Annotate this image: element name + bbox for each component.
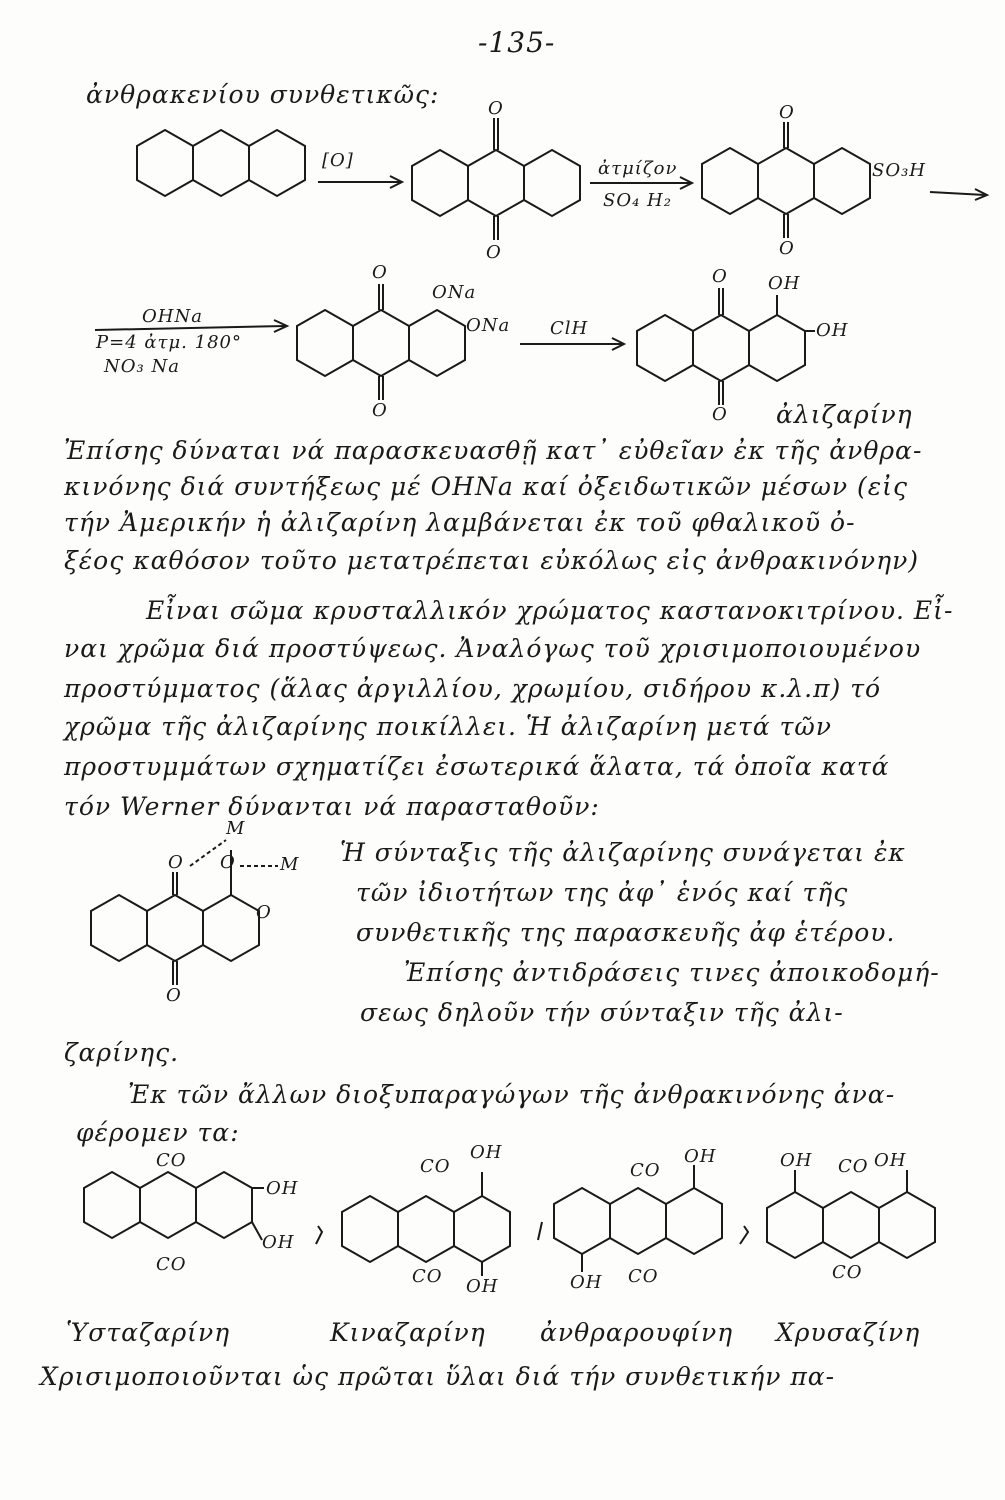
text-line: κινόνης διά συντήξεως μέ OHNa καί ὀξειδωτικῶν μέσων (εἰς [64,472,908,501]
reagent-acid: ClH [550,318,589,339]
text-line: συνθετικῆς της παρασκευῆς ἀφ ἑτέρου. [356,918,896,947]
oh-label: OH [816,320,849,341]
text-line: ξέος καθόσον τοῦτο μετατρέπεται εὐκόλως εἰς ἀνθρακινόνην) [64,546,920,575]
ona-label: ONa [432,282,477,303]
anthraquinone-structure [412,118,580,240]
carbonyl-label: O [712,266,728,287]
oh-label: OH [262,1232,295,1253]
co-label: CO [156,1150,187,1171]
reagent-oxidation: [O] [322,150,354,171]
product-name: ἀλιζαρίνη [776,400,913,429]
oh-label: OH [570,1272,603,1293]
oh-label: OH [266,1178,299,1199]
sulfonic-acid-structure [702,122,870,238]
carbonyl-label: O [372,400,388,421]
text-line: τῶν ἰδιοτήτων της ἀφ᾽ ἑνός καί τῆς [356,878,849,907]
anthracene-structure [137,130,305,196]
carbonyl-label: O [779,102,795,123]
page-number: -135- [478,26,556,59]
co-label: CO [832,1262,863,1283]
co-label: CO [628,1266,659,1287]
oh-label: OH [874,1150,907,1171]
oh-label: OH [780,1150,813,1171]
text-line: προστυμμάτων σχηματίζει ἐσωτερικά ἅλατα, τά ὁποῖα κατά [64,752,890,781]
text-line: ναι χρῶμα διά προστύψεως. Ἀναλόγως τοῦ χρισιμοποιουμένου [64,634,922,663]
anthrarufin-structure [554,1165,722,1272]
reagent-sulfonation-bottom: SO₄ H₂ [603,190,672,211]
intro-line: ἀνθρακενίου συνθετικῶς: [86,80,440,109]
compound-name: Ὑσταζαρίνη [66,1318,231,1347]
co-label: CO [420,1156,451,1177]
text-line: φέρομεν τα: [76,1118,240,1147]
carbonyl-label: O [712,404,728,425]
reagent-fusion-3: NO₃ Na [104,356,180,377]
oh-label: OH [684,1146,717,1167]
metal-label: M [280,854,300,875]
hystazarin-structure [84,1172,264,1240]
carbonyl-label: O [486,242,502,263]
text-line: Χρισιμοποιοῦνται ὡς πρῶται ὕλαι διά τήν συνθετικήν πα- [40,1362,836,1391]
compound-name: ἀνθραρουφίνη [540,1318,734,1347]
carbonyl-label: O [168,852,184,873]
text-line: χρῶμα τῆς ἀλιζαρίνης ποικίλλει. Ἡ ἀλιζαρίνη μετά τῶν [64,712,833,741]
text-line: Ἐκ τῶν ἄλλων διοξυπαραγώγων τῆς ἀνθρακινόνης ἀνα- [128,1080,896,1109]
text-line: τήν Ἀμερικήν ἡ ἀλιζαρίνη λαμβάνεται ἐκ τοῦ φθαλικοῦ ὀ- [64,508,856,537]
oh-label: OH [768,273,801,294]
co-label: CO [838,1156,869,1177]
oh-label: OH [466,1276,499,1297]
oh-label: OH [470,1142,503,1163]
carbonyl-label: O [220,852,236,873]
carbonyl-label: O [488,98,504,119]
compound-name: Κιναζαρίνη [330,1318,486,1347]
carbonyl-label: O [779,238,795,259]
reagent-fusion-1: OHNa [142,306,203,327]
co-label: CO [412,1266,443,1287]
metal-complex-structure [91,840,278,985]
carbonyl-label: O [372,262,388,283]
quinizarin-structure [342,1172,510,1276]
co-label: CO [156,1254,187,1275]
text-line: Εἶναι σῶμα κρυσταλλικόν χρώματος καστανοκιτρίνου. Εἶ- [146,596,954,625]
carbonyl-label: O [166,985,182,1006]
compound-name: Χρυσαζίνη [776,1318,921,1347]
co-label: CO [630,1160,661,1181]
text-line: σεως δηλοῦν τήν σύνταξιν τῆς ἀλι- [360,998,844,1027]
metal-label: M [226,818,246,839]
carbonyl-label: O [256,902,272,923]
text-line: Ἐπίσης δύναται νά παρασκευασθῇ κατ᾽ εὐθεῖαν ἐκ τῆς ἀνθρα- [64,436,923,465]
text-line: προστύμματος (ἅλας ἀργιλλίου, χρωμίου, σιδήρου κ.λ.π) τό [64,674,882,703]
reagent-fusion-2: P=4 ἀτμ. 180° [96,332,242,353]
reagent-sulfonation-top: ἀτμίζον [598,158,678,179]
text-line: Ἐπίσης ἀντιδράσεις τινες ἀποικοδομή- [404,958,940,987]
ona-label: ONa [466,315,511,336]
sulfo-group-label: SO₃H [872,160,927,181]
text-line: Ἡ σύνταξις τῆς ἀλιζαρίνης συνάγεται ἐκ [340,838,906,867]
text-line: τόν Werner δύνανται νά παρασταθοῦν: [64,792,600,821]
text-line: ζαρίνης. [64,1038,180,1067]
alizarin-structure [637,288,815,405]
chrysazin-structure [767,1170,935,1258]
